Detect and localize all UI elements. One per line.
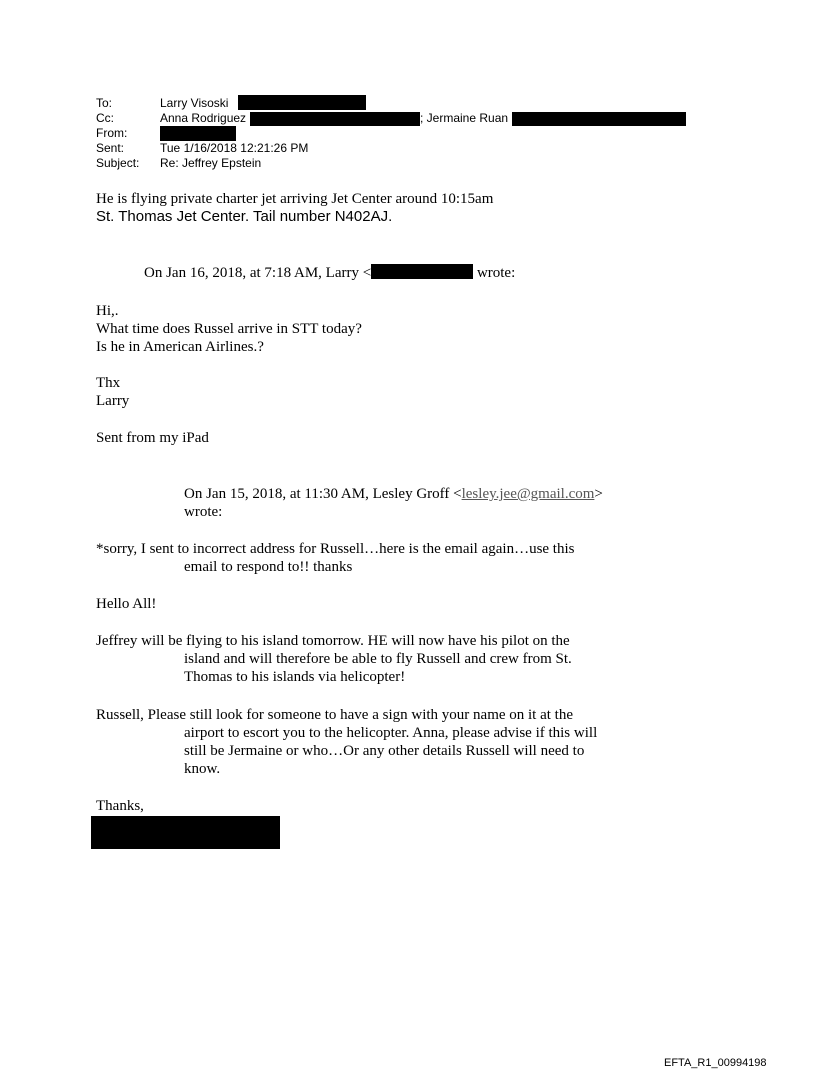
question-line-2: Is he in American Airlines.? [96,339,264,355]
quote2-bracket: > [594,486,603,502]
to-value: Larry Visoski [160,96,229,110]
reply-line-1: He is flying private charter jet arriving Jet Center around 10:15am [96,191,494,207]
russell-line-2: airport to escort you to the helicopter. Anna, please advise if this will [184,725,598,741]
jeffrey-paragraph [96,632,572,686]
quote2-wrote: wrote: [184,504,223,520]
redaction-box [160,126,236,141]
sent-value: Tue 1/16/2018 12:21:26 PM [160,141,309,155]
document-id: EFTA_R1_00994198 [664,1057,767,1069]
sent-from-line: Sent from my iPad [96,430,209,446]
hi-line: Hi,. [96,303,119,319]
redaction-box [512,112,686,126]
email-link[interactable]: lesley.jee@gmail.com [461,486,595,502]
hello-line: Hello All! [96,596,157,612]
redaction-box [238,95,366,110]
jeffrey-line-1: Jeffrey will be flying to his island tomorrow. HE will now have his pilot on the [96,633,570,649]
jeffrey-line-2: island and will therefore be able to fly Russell and crew from St. [184,651,572,667]
jeffrey-line-3: Thomas to his islands via helicopter! [184,669,406,685]
sorry-line-2: email to respond to!! thanks [184,559,353,575]
russell-line-1: Russell, Please still look for someone to have a sign with your name on it at the [96,707,574,723]
redaction-box [91,816,280,849]
quote1-intro [144,264,515,282]
reply-line-2: St. Thomas Jet Center. Tail number N402AJ. [96,208,393,225]
sorry-paragraph [96,540,574,576]
subject-label: Subject: [96,156,140,170]
cc-value-a: Anna Rodriguez [160,111,247,125]
sent-label: Sent: [96,141,125,155]
quote2-intro [184,485,603,503]
cc-value-b: ; Jermaine Ruan [420,111,509,125]
sorry-line-1: *sorry, I sent to incorrect address for Russell…here is the email again…use this [96,541,575,557]
to-label: To: [96,96,113,110]
cc-label: Cc: [96,111,114,125]
russell-line-4: know. [184,761,221,777]
redaction-box [371,264,473,279]
thx-line: Thx [96,375,121,391]
russell-paragraph [96,706,597,778]
quote1-intro-text: On Jan 16, 2018, at 7:18 AM, Larry < [144,265,372,281]
signature-larry: Larry [96,393,130,409]
russell-line-3: still be Jermaine or who…Or any other details Russell will need to [184,743,585,759]
quote2-intro-text: On Jan 15, 2018, at 11:30 AM, Lesley Groff < [184,486,462,502]
from-label: From: [96,126,128,140]
subject-value: Re: Jeffrey Epstein [160,156,262,170]
thanks-line: Thanks, [96,798,144,814]
question-line-1: What time does Russel arrive in STT today? [96,321,362,337]
redaction-box [250,112,420,126]
quote1-wrote: wrote: [473,265,516,281]
